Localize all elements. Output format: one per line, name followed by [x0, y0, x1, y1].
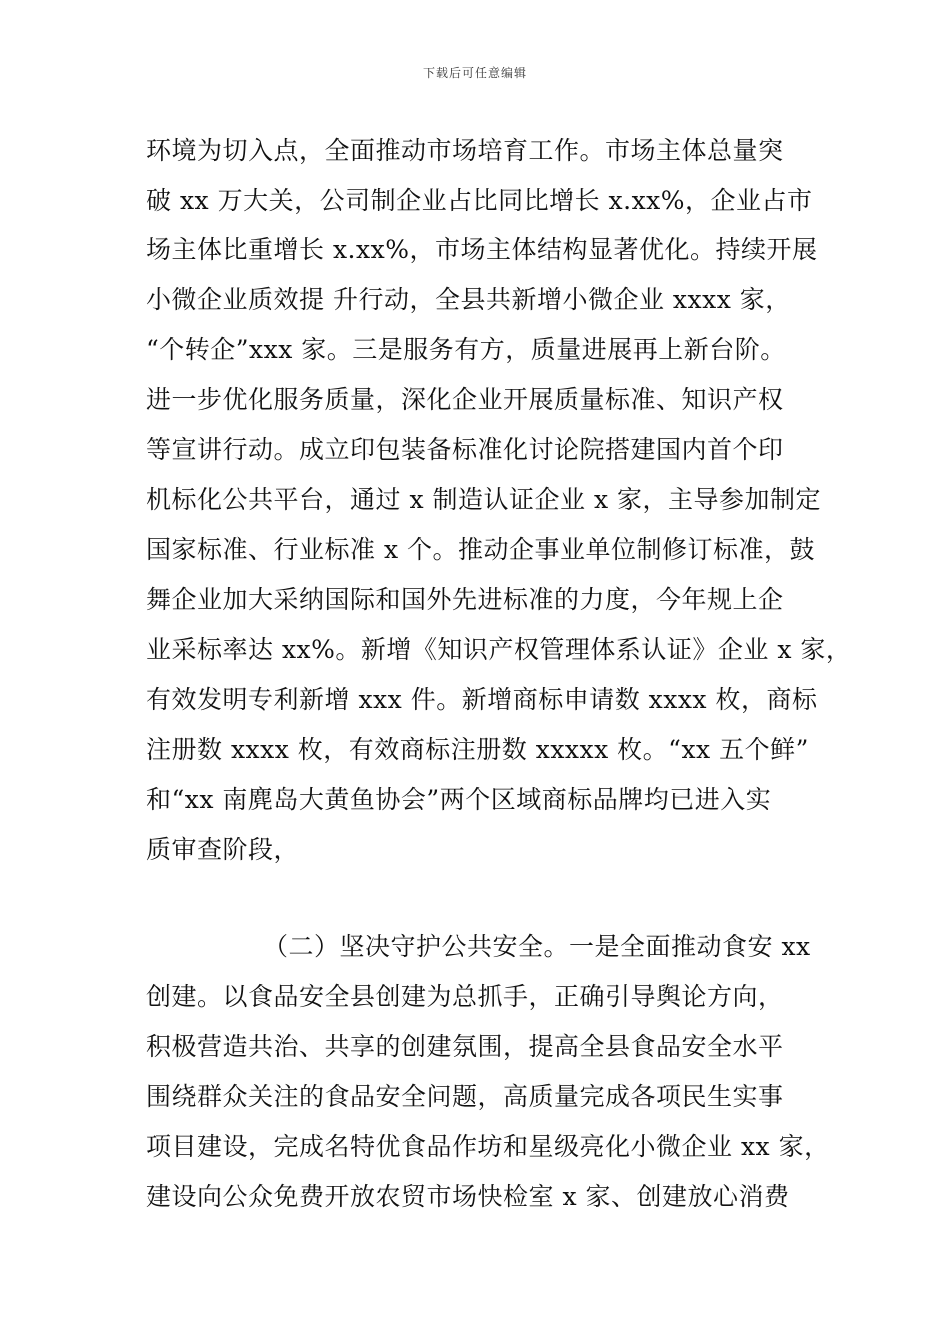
text-line: 舞企业加大采纳国际和国外先进标准的力度，今年规上企: [146, 585, 784, 614]
text-line: 进一步优化服务质量，深化企业开展质量标准、知识产权: [146, 385, 784, 414]
text-line: 机标化公共平台，通过 x 制造认证企业 x 家，主导参加制定: [146, 485, 821, 514]
text-line: 破 xx 万大关，公司制企业占比同比增长 x.xx%，企业占市: [146, 186, 813, 215]
text-line: 有效发明专利新增 xxx 件。新增商标申请数 xxxx 枚，商标: [146, 685, 818, 714]
text-line: 创建。以食品安全县创建为总抓手，正确引导舆论方向，: [146, 982, 784, 1011]
text-line: 围绕群众关注的食品安全问题，高质量完成各项民生实事: [146, 1082, 784, 1111]
text-line: “个转企”xxx 家。三是服务有方，质量进展再上新台阶。: [146, 335, 786, 364]
text-line: 小微企业质效提 升行动，全县共新增小微企业 xxxx 家，: [146, 285, 791, 314]
text-line: 环境为切入点，全面推动市场培育工作。市场主体总量突: [146, 136, 784, 165]
text-line: 项目建设，完成名特优食品作坊和星级亮化小微企业 xx 家，: [146, 1132, 830, 1161]
text-line: 等宣讲行动。成立印包装备标准化讨论院搭建国内首个印: [146, 435, 784, 464]
text-line: 和“xx 南麂岛大黄鱼协会”两个区域商标品牌均已进入实: [146, 785, 772, 814]
text-line: 质审查阶段，: [146, 835, 300, 864]
text-line: 积极营造共治、共享的创建氛围，提高全县食品安全水平: [146, 1032, 784, 1061]
text-line: 建设向公众免费开放农贸市场快检室 x 家、创建放心消费: [146, 1182, 790, 1211]
text-line: 注册数 xxxx 枚，有效商标注册数 xxxxx 枚。“xx 五个鲜”: [146, 735, 809, 764]
text-line: 国家标准、行业标准 x 个。推动企事业单位制修订标准，鼓: [146, 535, 815, 564]
section-heading-line: （二）坚决守护公共安全。一是全面推动食安 xx: [263, 932, 811, 961]
page-header-note: 下载后可任意编辑: [422, 66, 527, 80]
text-line: 业采标率达 xx%。新增《知识产权管理体系认证》企业 x 家，: [146, 635, 852, 664]
text-line: 场主体比重增长 x.xx%，市场主体结构显著优化。持续开展: [146, 235, 818, 264]
